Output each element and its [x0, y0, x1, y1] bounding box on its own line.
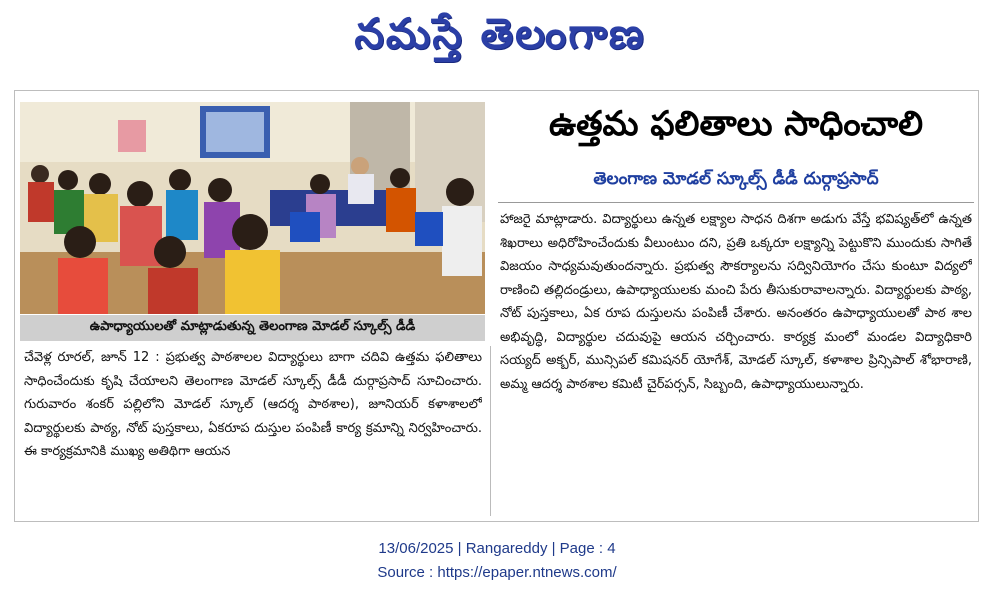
- article-body-left-column: చేవెళ్ల రూరల్, జూన్ 12 : ప్రభుత్వ పాఠశాలల విద్యార్థులు బాగా చదివి ఉత్తమ ఫలితాలు సాధించేందుకు కృషి చేయాలని తెలంగాణ మోడల్ స్కూల్స్ డీడీ దుర్గాప్రసాద్ సూచించారు. గురువారం శంకర్ పల్లిలోని మోడల్ స్కూల్ (ఆదర్శ పాఠశాల), జూనియర్ కళాశాలలో విద్యార్థులకు పాఠ్య, నోట్ పుస్తకాలు, ఏకరూప దుస్తుల పంపిణీ కార్య క్రమాన్ని నిర్వహించారు. ఈ కార్యక్రమానికి ముఖ్య అతిథిగా ఆయన: [24, 350, 482, 459]
- headline-divider: [498, 202, 974, 203]
- article-photo: [20, 102, 485, 314]
- footer-source-link[interactable]: Source : https://epaper.ntnews.com/: [377, 564, 617, 581]
- column-divider: [490, 346, 491, 516]
- newspaper-masthead: [300, 6, 700, 72]
- masthead-title: నమస్తే తెలంగాణ: [354, 9, 646, 58]
- footer-meta: 13/06/2025 | Rangareddy | Page : 4: [378, 540, 616, 557]
- photo-caption: ఉపాధ్యాయులతో మాట్లాడుతున్న తెలంగాణ మోడల్ స్కూల్స్ డీడీ: [20, 315, 485, 341]
- article-body-right-column: హాజరై మాట్లాడారు. విద్యార్థులు ఉన్నత లక్ష్యాల సాధన దిశగా అడుగు వేస్తే భవిష్యత్‌లో ఉన్నత శిఖరాలు అధిరోహించేందుకు వీలుంటుం దని, ప్రతి ఒక్కరూ లక్ష్యాన్ని పెట్టుకొని ముందుకు సాగితే విజయం సాధ్యమవుతుందన్నారు. ప్రభుత్వ సౌకర్యాలను సద్వినియోగం చేసు కుంటూ విద్యలో రాణించి తల్లిదండ్రులు, ఉపాధ్యాయులకు మంచి పేరు తీసుకురావాలన్నారు. విద్యార్థులకు పాఠ్య, నోట్ పుస్తకాలు, ఏక రూప దుస్తులను పంపిణీ చేశారు. అనంతరం ఉపాధ్యాయులతో పాఠ శాల అభివృద్ధి, విద్యార్థుల చదువుపై ఆయన చర్చించారు. కార్యక్ర మంలో మండల విద్యాధికారి సయ్యద్ అక్బర్, మున్సిపల్ కమిషనర్ యోగేశ్, మోడల్ స్కూల్, కళాశాల ప్రిన్సిపాల్ శోభారాణి, అమ్మ ఆదర్శ పాఠశాల కమిటీ చైర్‌పర్సన్, సిబ్బంది, ఉపాధ్యాయులున్నారు.: [500, 212, 972, 392]
- article-subheadline: తెలంగాణ మోడల్ స్కూల్స్ డీడీ దుర్గాప్రసాద్: [593, 169, 879, 189]
- article-headline: ఉత్తమ ఫలితాలు సాధించాలి: [548, 104, 924, 144]
